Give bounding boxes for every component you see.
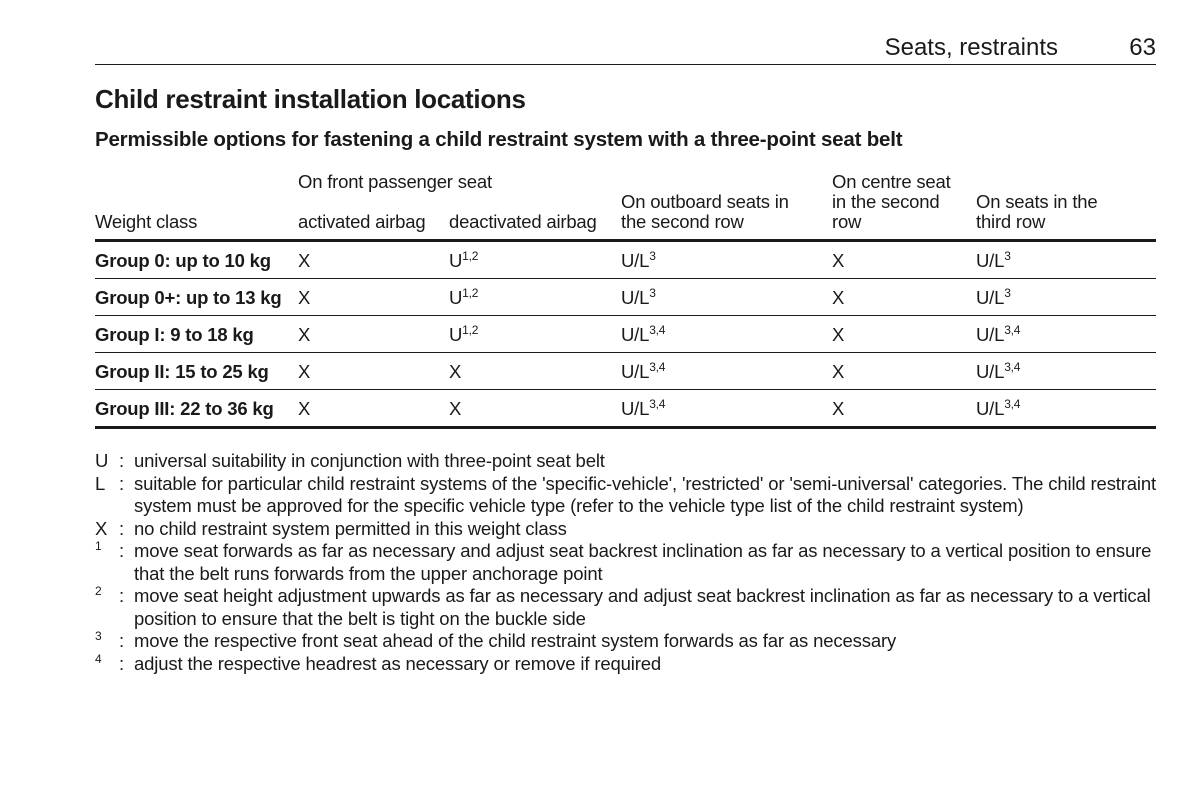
legend-text: adjust the respective headrest as necessary or remove if required xyxy=(134,652,662,674)
legend-text: move seat height adjustment upwards as far as necessary and adjust seat backrest inclination as far as necessary to a vertical position to ensure that the belt is tight on the buckle side xyxy=(134,585,1151,629)
page-number: 63 xyxy=(1129,34,1156,61)
table-row xyxy=(95,353,1156,390)
weight-class-cell: Group II: 15 to 25 kg xyxy=(95,361,269,382)
header-centre-line3: row xyxy=(832,211,862,232)
centre-second-row-cell: X xyxy=(832,287,845,308)
outboard-second-row-cell: $U/L^3$ xyxy=(621,249,656,271)
footnote-key: 4 xyxy=(95,651,102,666)
footnote-key: 2 xyxy=(95,584,102,598)
table-row xyxy=(95,316,1156,353)
footnote-key: 3 xyxy=(95,629,102,643)
legend-separator: : xyxy=(119,450,124,471)
weight-class-cell: Group 0+: up to 13 kg xyxy=(95,287,282,308)
legend-item xyxy=(95,630,1160,653)
activated-airbag-cell: X xyxy=(298,398,311,419)
third-row-cell: $U/L^3$ xyxy=(976,249,1011,271)
deactivated-airbag-cell: U$^{1,2}$ xyxy=(449,286,479,308)
centre-second-row-cell: X xyxy=(832,361,845,382)
activated-airbag-cell: X xyxy=(298,250,311,271)
legend-text: suitable for particular child restraint systems of the 'specific-vehicle', 'restricted' or 'semi-universal' categories. The child restraint system must be approved for the specific vehicle type (refer to the vehicle type list of the child restraint system) xyxy=(134,472,1157,516)
legend-key: X xyxy=(95,517,108,539)
legend-separator: : xyxy=(119,630,124,651)
legend-text: no child restraint system permitted in this weight class xyxy=(134,517,567,539)
header-front-passenger-group: On front passenger seat xyxy=(298,171,492,192)
third-row-cell: $U/L^3$ xyxy=(976,286,1011,308)
page-title: Child restraint installation locations xyxy=(95,84,526,114)
outboard-second-row-cell: $U/L^{3,4}$ xyxy=(621,323,666,345)
table-row xyxy=(95,242,1156,279)
table-row xyxy=(95,279,1156,316)
weight-class-cell: Group III: 22 to 36 kg xyxy=(95,398,274,419)
page-header xyxy=(95,32,1156,65)
legend-text: universal suitability in conjunction with three-point seat belt xyxy=(134,450,605,471)
legend-item xyxy=(95,473,1160,518)
centre-second-row-cell: X xyxy=(832,324,845,345)
legend xyxy=(95,450,1160,675)
activated-airbag-cell: X xyxy=(298,361,311,382)
deactivated-airbag-cell: U$^{1,2}$ xyxy=(449,249,479,271)
weight-class-cell: Group 0: up to 10 kg xyxy=(95,250,271,271)
header-centre-line1: On centre seat xyxy=(832,171,951,192)
third-row-cell: $U/L^{3,4}$ xyxy=(976,360,1021,382)
outboard-second-row-cell: $U/L^{3,4}$ xyxy=(621,360,666,382)
footnote-key: 1 xyxy=(95,539,102,553)
legend-separator: : xyxy=(119,517,124,539)
table-header xyxy=(95,170,1156,239)
header-third-row-line1: On seats in the xyxy=(976,191,1098,212)
header-outboard-line2: the second row xyxy=(621,211,744,232)
header-weight-class: Weight class xyxy=(95,211,198,232)
legend-separator: : xyxy=(119,585,124,606)
legend-key: L xyxy=(95,472,106,494)
header-deactivated-airbag: deactivated airbag xyxy=(449,211,597,232)
deactivated-airbag-cell: X xyxy=(449,361,462,382)
weight-class-cell: Group I: 9 to 18 kg xyxy=(95,324,254,345)
deactivated-airbag-cell: U$^{1,2}$ xyxy=(449,323,479,345)
header-third-row-line2: third row xyxy=(976,211,1046,232)
legend-separator: : xyxy=(119,652,124,674)
third-row-cell: $U/L^{3,4}$ xyxy=(976,397,1021,419)
legend-item xyxy=(95,585,1160,630)
legend-item xyxy=(95,540,1160,585)
third-row-cell: $U/L^{3,4}$ xyxy=(976,323,1021,345)
header-activated-airbag: activated airbag xyxy=(298,211,426,232)
deactivated-airbag-cell: X xyxy=(449,398,462,419)
centre-second-row-cell: X xyxy=(832,250,845,271)
legend-item xyxy=(95,653,1160,676)
legend-key: U xyxy=(95,450,109,471)
section-title: Seats, restraints xyxy=(884,34,1058,61)
legend-text: move the respective front seat ahead of the child restraint system forwards as far as necessary xyxy=(134,630,897,651)
legend-separator: : xyxy=(119,472,124,494)
table-row xyxy=(95,390,1156,429)
outboard-second-row-cell: $U/L^{3,4}$ xyxy=(621,397,666,419)
child-restraint-table xyxy=(95,170,1156,429)
legend-separator: : xyxy=(119,540,124,561)
outboard-second-row-cell: $U/L^3$ xyxy=(621,286,656,308)
legend-item xyxy=(95,518,1160,541)
activated-airbag-cell: X xyxy=(298,287,311,308)
centre-second-row-cell: X xyxy=(832,398,845,419)
legend-item xyxy=(95,450,1160,473)
activated-airbag-cell: X xyxy=(298,324,311,345)
header-centre-line2: in the second xyxy=(832,191,940,212)
header-outboard-line1: On outboard seats in xyxy=(621,191,789,212)
table-subtitle: Permissible options for fastening a child restraint system with a three-point seat belt xyxy=(95,128,903,151)
legend-text: move seat forwards as far as necessary and adjust seat backrest inclination as far as necessary to a vertical position to ensure that the belt runs forwards from the upper anchorage point xyxy=(134,540,1152,584)
